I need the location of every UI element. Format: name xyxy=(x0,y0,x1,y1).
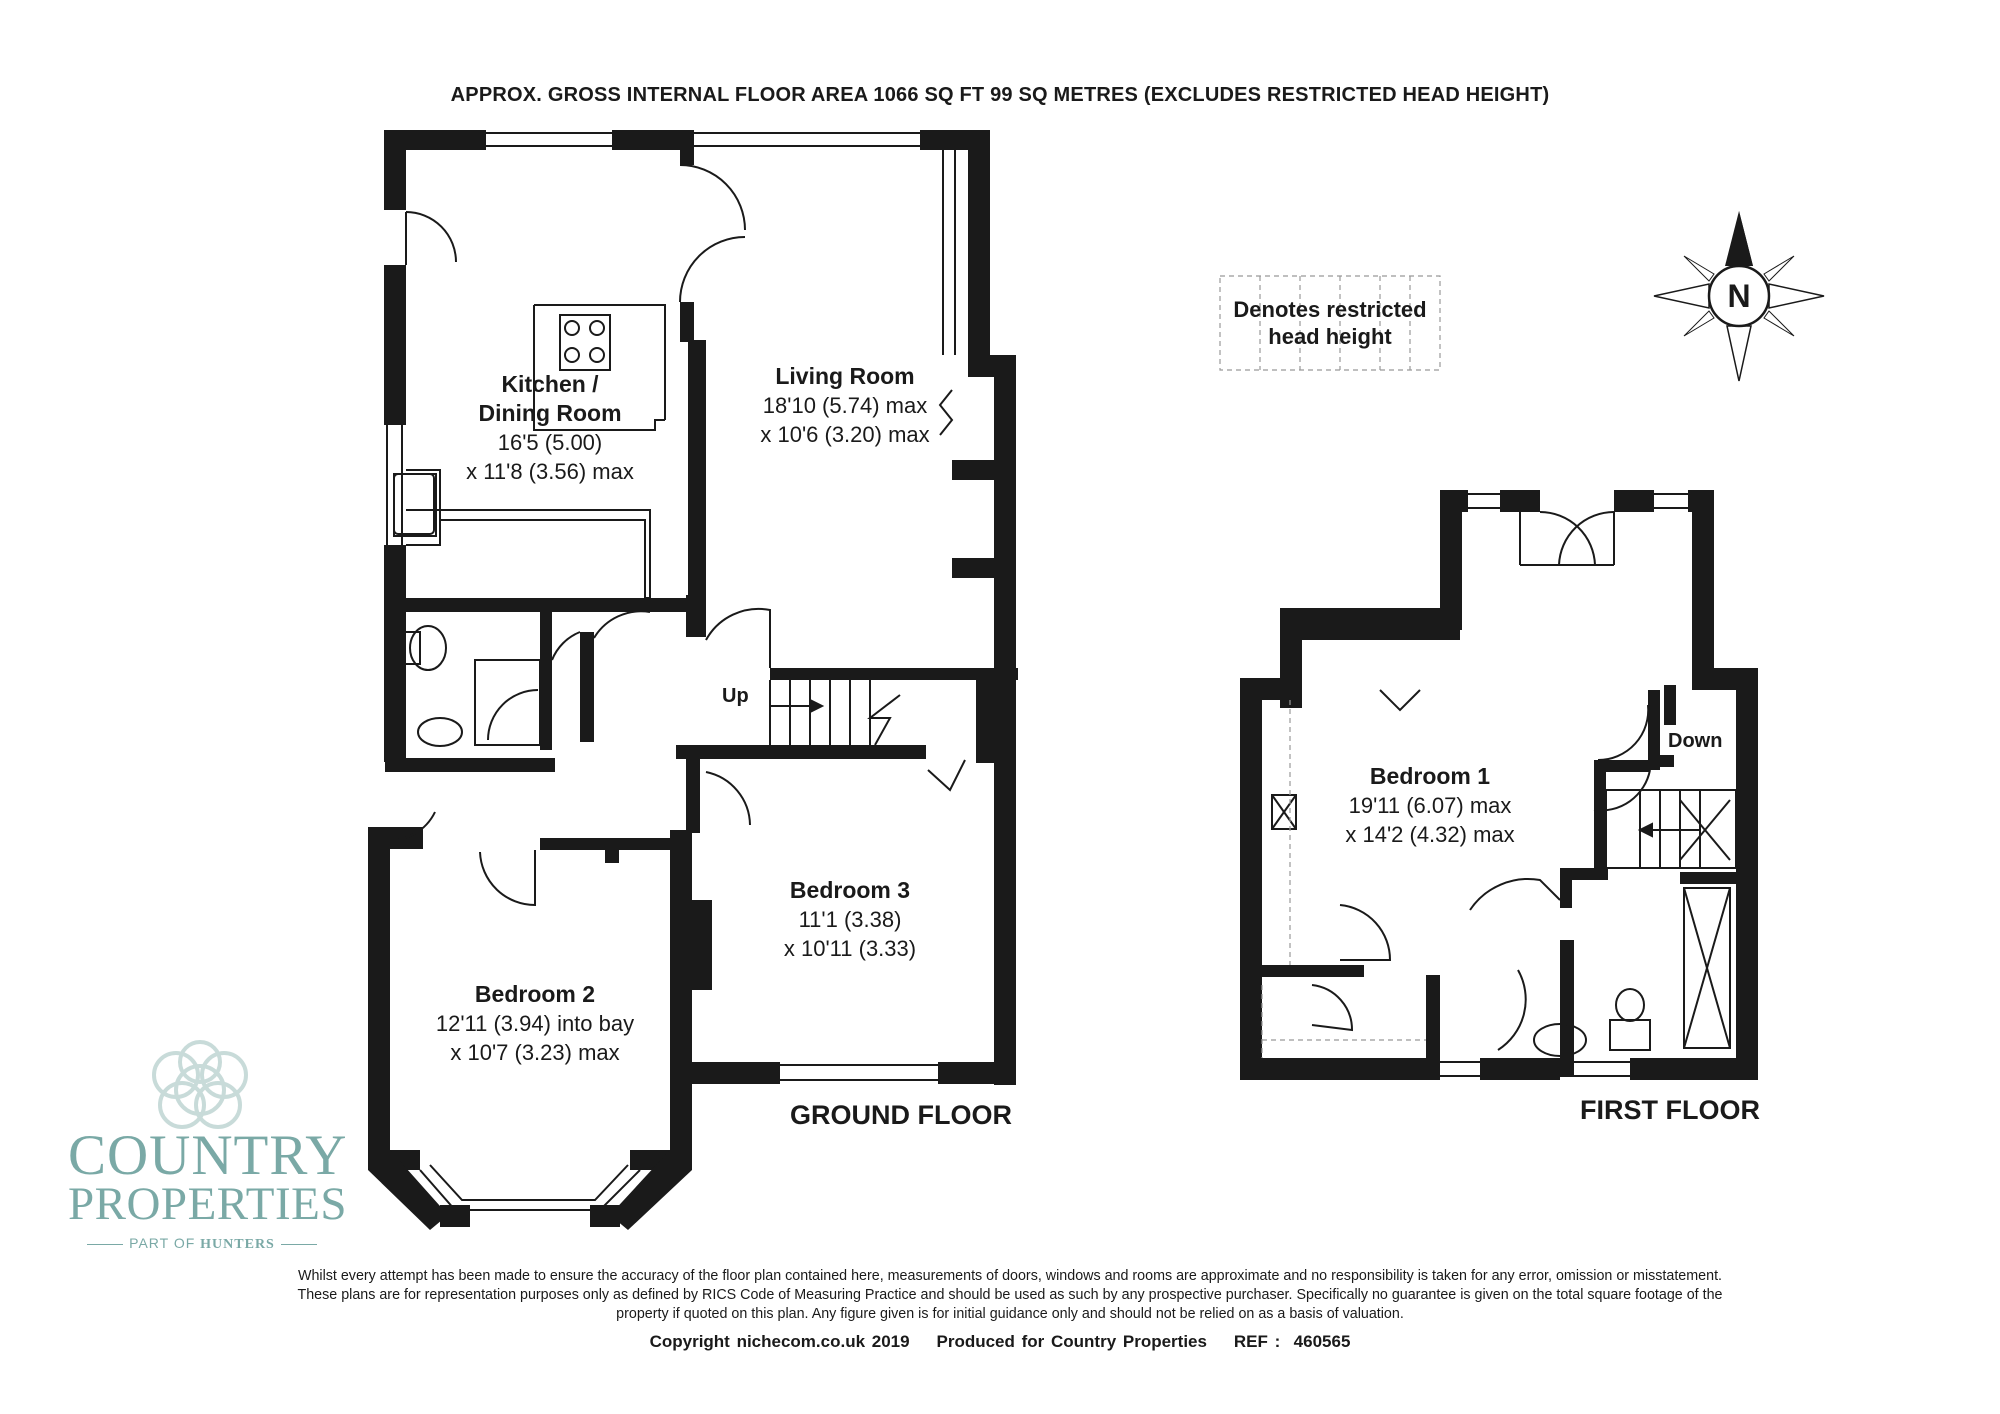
room-bedroom-2 xyxy=(395,980,675,1067)
copyright-footer: Copyright nichecom.co.uk 2019 Produced for Country Properties REF : 460565 xyxy=(649,1332,1351,1351)
room-dimension: 18'10 (5.74) max xyxy=(762,393,928,418)
room-bedroom-1 xyxy=(1300,762,1560,849)
ground-floor-label: GROUND FLOOR xyxy=(790,1100,1012,1130)
brand-name-line-1: COUNTRY xyxy=(68,1124,348,1187)
legend-line: Denotes restricted xyxy=(1233,297,1427,322)
room-dimension: x 10'11 (3.33) xyxy=(783,936,917,961)
brand-hunters: HUNTERS xyxy=(200,1237,275,1252)
room-name: Dining Room xyxy=(478,400,622,426)
room-dimension: x 11'8 (3.56) max xyxy=(466,459,634,484)
compass-north-letter: N xyxy=(1727,278,1751,314)
brand-separator xyxy=(87,1244,123,1245)
room-living xyxy=(720,362,970,449)
country-properties-logo-emblem xyxy=(154,1042,246,1127)
room-dimension: 11'1 (3.38) xyxy=(798,907,902,932)
room-dimension: x 10'6 (3.20) max xyxy=(760,422,930,447)
room-dimension: x 14'2 (4.32) max xyxy=(1345,822,1515,847)
floor-area-header: APPROX. GROSS INTERNAL FLOOR AREA 1066 SQ FT 99 SQ METRES (EXCLUDES RESTRICTED HEAD HEIGHT) xyxy=(450,84,1550,106)
room-dimension: 19'11 (6.07) max xyxy=(1348,793,1512,818)
room-name: Living Room xyxy=(775,363,915,389)
brand-tagline xyxy=(68,1235,336,1253)
brand-part-of: PART OF xyxy=(129,1235,196,1251)
first-floor-label: FIRST FLOOR xyxy=(1580,1095,1760,1125)
room-dimension: x 10'7 (3.23) max xyxy=(450,1040,620,1065)
disclaimer-text: Whilst every attempt has been made to ensure the accuracy of the floor plan contained here, measurements of doors, windows and rooms are approximate and no responsibility is taken for any error, omission or misstatement. These plans are for representation purposes only as defined by RICS Code of Measuring Practice and should be used as such by any prospective purchaser. Specifically no guarantee is given on the total square footage of the property if quoted on this plan. Any figure given is for initial guidance only and should not be relied on as a basis of valuation. xyxy=(297,1268,1723,1322)
room-name: Bedroom 3 xyxy=(789,877,911,903)
room-name: Bedroom 2 xyxy=(474,981,596,1007)
brand-name-line-2: PROPERTIES xyxy=(68,1178,348,1230)
stairs-down-label: Down xyxy=(1668,730,1723,752)
room-name: Kitchen / xyxy=(501,371,599,397)
brand-separator xyxy=(281,1244,317,1245)
legend-line: head height xyxy=(1268,324,1392,349)
restricted-head-height-legend xyxy=(1215,296,1445,350)
room-name: Bedroom 1 xyxy=(1369,763,1491,789)
stairs-up-label: Up xyxy=(722,685,749,707)
ground-stairs xyxy=(770,680,900,745)
room-bedroom-3 xyxy=(730,876,970,963)
room-dimension: 16'5 (5.00) xyxy=(497,430,603,455)
room-dimension: 12'11 (3.94) into bay xyxy=(435,1011,635,1036)
room-kitchen-dining xyxy=(430,370,670,486)
